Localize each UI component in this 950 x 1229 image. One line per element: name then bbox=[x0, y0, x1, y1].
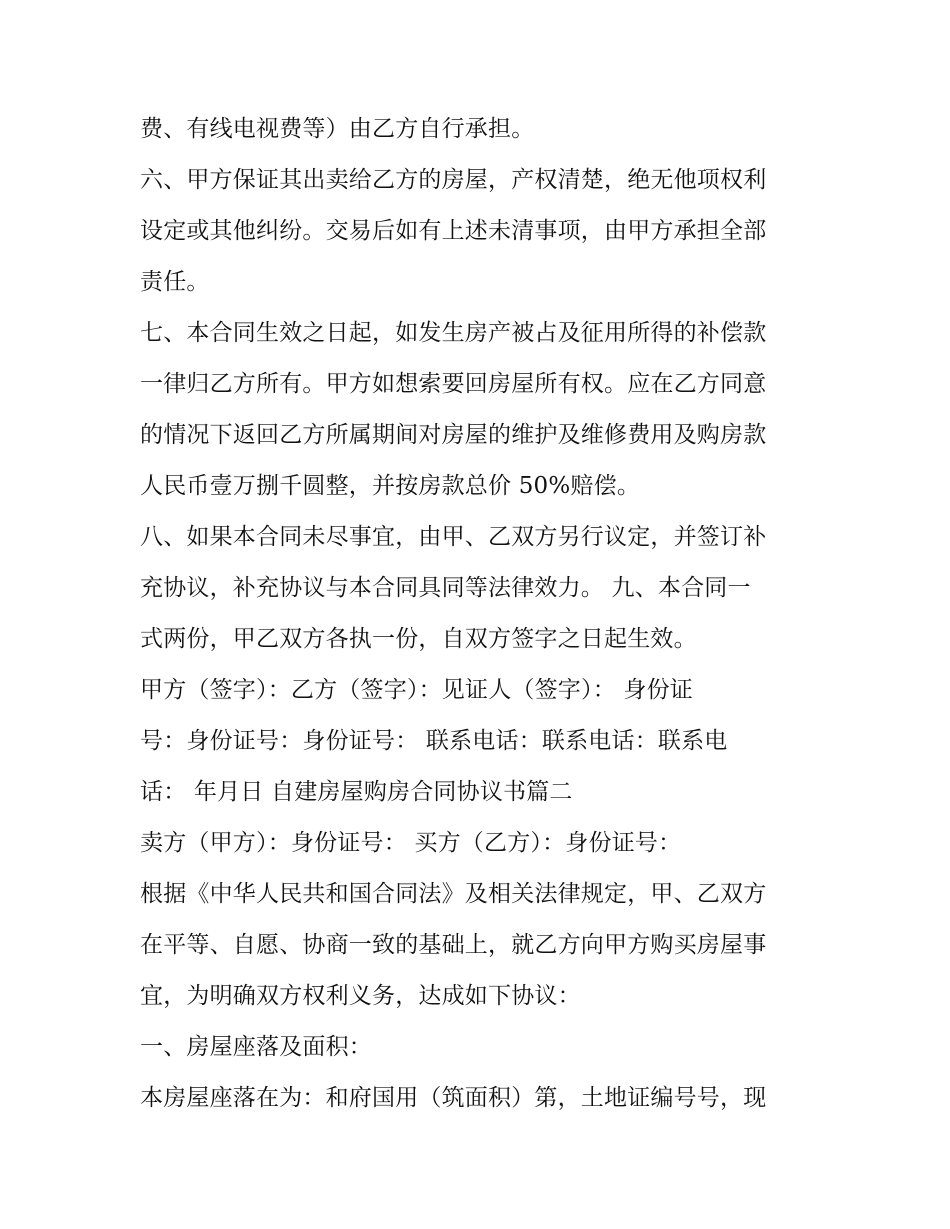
text-line: 六、甲方保证其出卖给乙方的房屋，产权清楚，绝无他项权利 bbox=[140, 167, 767, 193]
text-line: 一律归乙方所有。甲方如想索要回房屋所有权。应在乙方同意 bbox=[140, 371, 767, 397]
text-line: 甲方（签字）：乙方（签字）：见证人（签字）： 身份证 bbox=[140, 677, 694, 703]
document-body bbox=[140, 104, 820, 1124]
text-line: 一、房屋座落及面积： bbox=[140, 1034, 372, 1060]
text-line: 在平等、自愿、协商一致的基础上，就乙方向甲方购买房屋事 bbox=[140, 932, 767, 958]
text-line: 本房屋座落在为：和府国用（筑面积）第，土地证编号号，现 bbox=[140, 1085, 767, 1111]
text-line: 号：身份证号：身份证号： 联系电话：联系电话：联系电 bbox=[140, 728, 728, 754]
text-line: 七、本合同生效之日起，如发生房产被占及征用所得的补偿款 bbox=[140, 320, 767, 346]
text-line: 人民币壹万捌千圆整，并按房款总价 50%赔偿。 bbox=[140, 473, 641, 499]
text-line: 设定或其他纠纷。交易后如有上述未清事项，由甲方承担全部 bbox=[140, 218, 767, 244]
text-line: 充协议，补充协议与本合同具同等法律效力。 九、本合同一 bbox=[140, 575, 751, 601]
text-line: 费、有线电视费等）由乙方自行承担。 bbox=[140, 116, 535, 142]
text-line: 式两份，甲乙双方各执一份，自双方签字之日起生效。 bbox=[140, 626, 697, 652]
text-line: 根据《中华人民共和国合同法》及相关法律规定，甲、乙双方 bbox=[140, 881, 767, 907]
text-line: 八、如果本合同未尽事宜，由甲、乙双方另行议定，并签订补 bbox=[140, 524, 767, 550]
text-line: 责任。 bbox=[140, 269, 210, 295]
text-line: 卖方（甲方）：身份证号： 买方（乙方）：身份证号： bbox=[140, 830, 682, 856]
text-line: 话： 年月日 自建房屋购房合同协议书篇二 bbox=[140, 779, 573, 805]
text-line: 宜，为明确双方权利义务，达成如下协议： bbox=[140, 983, 581, 1009]
text-line: 的情况下返回乙方所属期间对房屋的维护及维修费用及购房款 bbox=[140, 422, 767, 448]
